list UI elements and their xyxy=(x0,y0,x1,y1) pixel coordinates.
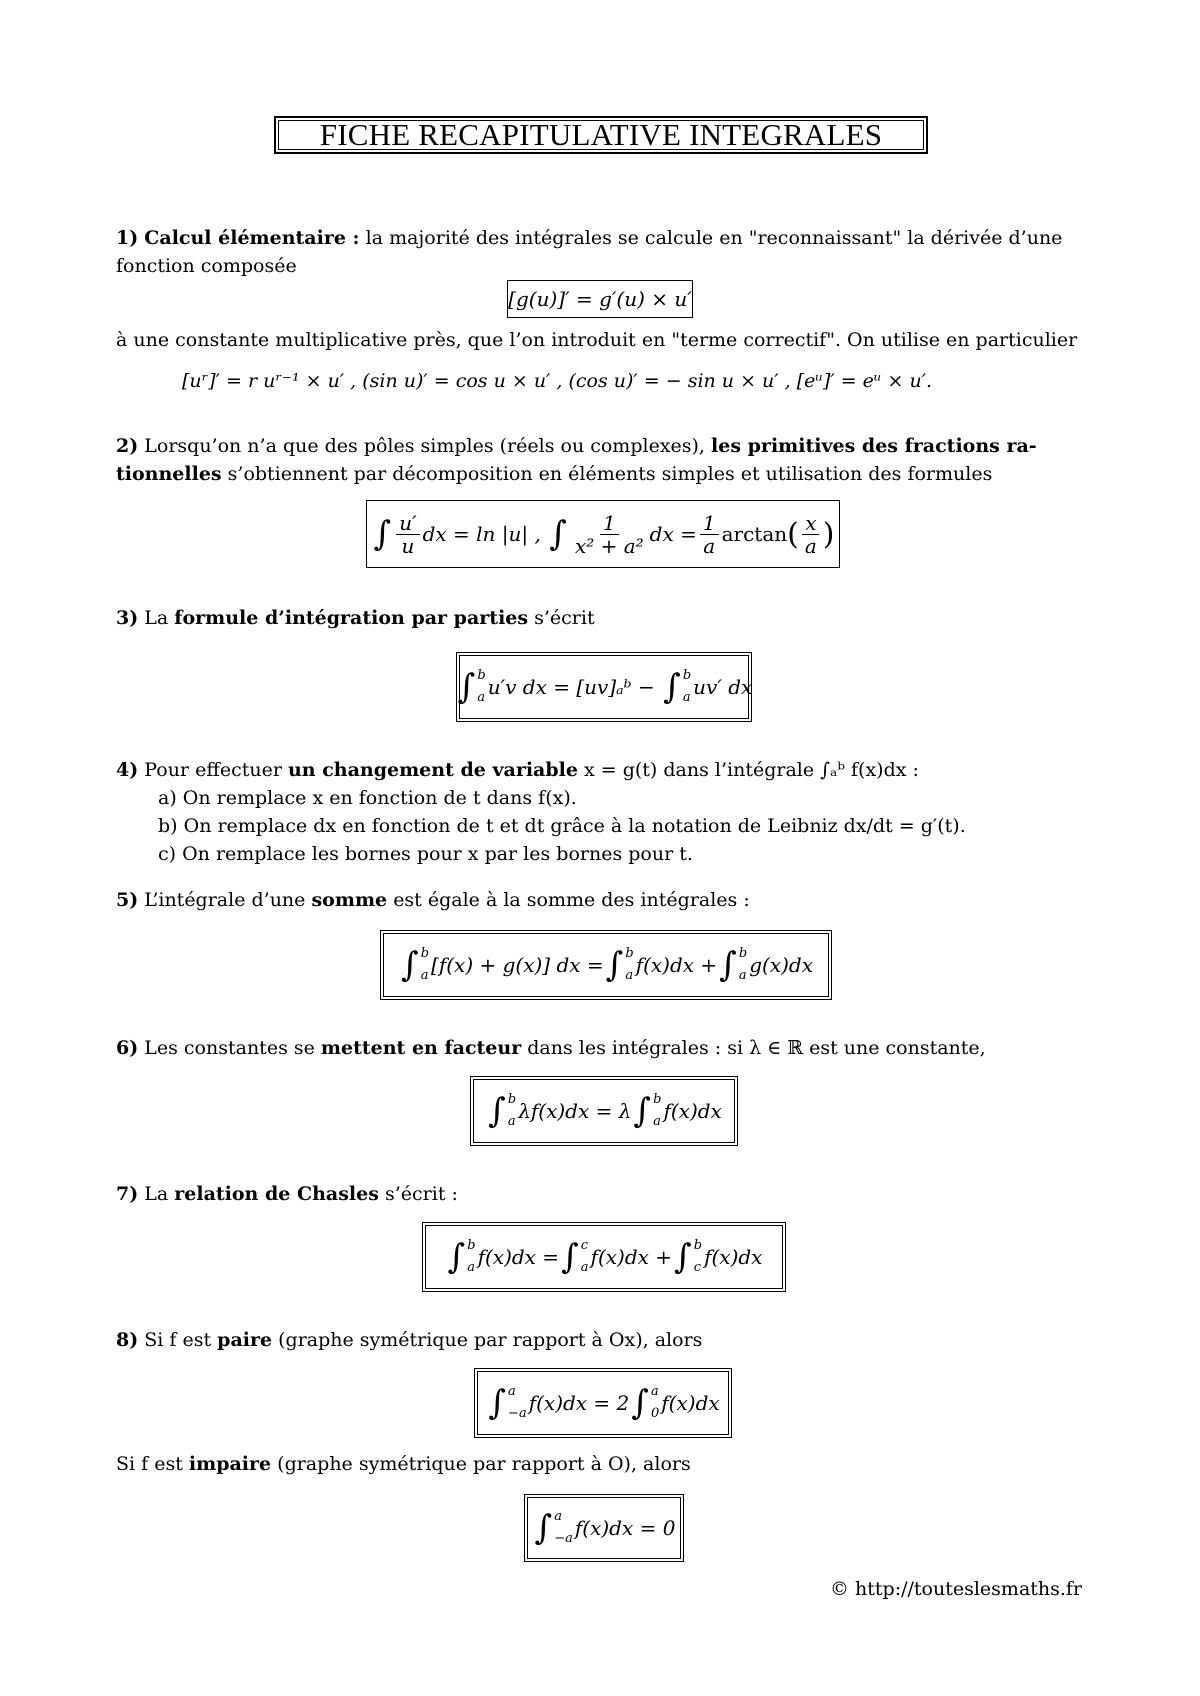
s3-pre: La xyxy=(144,607,169,629)
s2-line1 xyxy=(116,434,1037,458)
s2-arctan: arctan xyxy=(721,522,788,546)
s7-pre: La xyxy=(144,1183,169,1205)
s8-line xyxy=(116,1328,702,1352)
s7-p3: f(x)dx xyxy=(704,1245,763,1269)
integral-sign: ∫ xyxy=(373,514,392,554)
s6-p2: f(x)dx xyxy=(663,1099,722,1123)
s8-num: 8) xyxy=(116,1329,139,1351)
paren-right: ) xyxy=(822,516,835,552)
s3-formula: u′v dx = [uv]ₐᵇ − xyxy=(487,675,655,699)
s8-p1: f(x)dx = 2 xyxy=(528,1391,630,1415)
s8-formula-box2: ∫ a −a f(x)dx = 0 xyxy=(524,1494,684,1562)
s1-line3: à une constante multiplicative près, que l’on introduit en "terme correctif". On utilise en particulier xyxy=(116,329,1078,351)
s4-item-a: a) On remplace x en fonction de t dans f(x). xyxy=(158,787,577,809)
s2-frac3: $\frac{1}{a}$ xyxy=(700,512,719,557)
integral-sign: ∫ xyxy=(549,514,567,554)
s1-formula: [g(u)]′ = g′(u) × u′ xyxy=(508,287,692,311)
title-text: FICHE RECAPITULATIVE INTEGRALES xyxy=(319,117,883,152)
s8-heading: paire xyxy=(217,1329,273,1351)
s2-heading2: tionnelles xyxy=(116,463,222,485)
s5-p2: f(x)dx + xyxy=(635,953,718,977)
s1-heading: Calcul élémentaire : xyxy=(144,227,360,249)
s5-heading: somme xyxy=(311,889,388,911)
s3-formula-box: ∫ b a u′v dx = [uv]ₐᵇ − ∫ b a uv′ dx xyxy=(456,652,752,722)
s2-num: 2) xyxy=(116,435,139,457)
s6-pre: Les constantes se xyxy=(144,1037,315,1059)
s4-item-b: b) On remplace dx en fonction de t et dt grâce à la notation de Leibniz dx/dt = g′(t). xyxy=(158,815,966,837)
s2-f1-rest: dx = ln |u| , xyxy=(422,522,541,546)
s8-pre: Si f est xyxy=(144,1329,212,1351)
s5-num: 5) xyxy=(116,889,139,911)
s6-post: dans les intégrales : si λ ∈ ℝ est une constante, xyxy=(527,1037,986,1059)
s6-p1: λf(x)dx = λ xyxy=(518,1099,632,1123)
s1-line2: fonction composée xyxy=(116,255,297,277)
s8-heading2: impaire xyxy=(188,1453,272,1475)
s5-post: est égale à la somme des intégrales : xyxy=(393,889,750,911)
s2-f2-mid: dx = xyxy=(649,522,697,546)
s3-formula2: uv′ dx xyxy=(693,675,753,699)
s8-pre2: Si f est xyxy=(116,1453,183,1475)
s7-heading: relation de Chasles xyxy=(174,1183,379,1205)
s8-p3: f(x)dx = 0 xyxy=(574,1516,676,1540)
s5-formula-box: ∫ b a [f(x) + g(x)] dx = ∫ b a f(x)dx + ∫ b a g(x)dx xyxy=(380,930,832,1000)
s2-frac2: $\frac{1}{\text{x² + a²}}$ xyxy=(574,510,644,558)
s3-post: s’écrit xyxy=(534,607,595,629)
s2-heading1: les primitives des fractions ra- xyxy=(711,435,1037,457)
s5-pre: L’intégrale d’une xyxy=(144,889,306,911)
s7-post: s’écrit : xyxy=(384,1183,458,1205)
s5-line xyxy=(116,888,750,912)
s4-line xyxy=(116,758,919,782)
s7-formula-box: ∫ b a f(x)dx = ∫ c a f(x)dx + ∫ b c f(x)dx xyxy=(422,1222,786,1292)
paren-left: ( xyxy=(787,516,799,552)
s2-line2 xyxy=(116,462,992,486)
s3-heading: formule d’intégration par parties xyxy=(174,607,529,629)
s6-heading: mettent en facteur xyxy=(320,1037,522,1059)
s6-num: 6) xyxy=(116,1037,139,1059)
s5-p3: g(x)dx xyxy=(749,953,813,977)
s5-p1: [f(x) + g(x)] dx = xyxy=(431,953,604,977)
s6-line xyxy=(116,1036,986,1060)
s2-text2: s’obtiennent par décomposition en éléments simples et utilisation des formules xyxy=(227,463,993,485)
s2-formula-box xyxy=(366,500,840,568)
s7-p1: f(x)dx = xyxy=(477,1245,560,1269)
s4-num: 4) xyxy=(116,759,139,781)
footer-link: © http://touteslesmaths.fr xyxy=(830,1578,1083,1600)
s2-frac4: $\frac{x}{a}$ xyxy=(802,512,820,557)
s8-post2: (graphe symétrique par rapport à O), alors xyxy=(277,1453,691,1475)
s8-line2 xyxy=(116,1452,691,1476)
s1-text1: la majorité des intégrales se calcule en "reconnaissant" la dérivée d’une xyxy=(365,227,1063,249)
s4-heading: un changement de variable xyxy=(287,759,578,781)
s4-post: x = g(t) dans l’intégrale ∫ₐᵇ f(x)dx : xyxy=(584,759,919,781)
s7-num: 7) xyxy=(116,1183,139,1205)
page-title xyxy=(274,116,928,154)
s8-formula-box: ∫ a −a f(x)dx = 2 ∫ a 0 f(x)dx xyxy=(474,1368,732,1438)
s1-formula-box xyxy=(507,280,693,318)
s3-num: 3) xyxy=(116,607,139,629)
s3-line xyxy=(116,606,595,630)
s6-formula-box: ∫ b a λf(x)dx = λ ∫ b a f(x)dx xyxy=(470,1076,738,1146)
s2-frac1: $\frac{u'}{u}$ xyxy=(396,512,419,557)
s4-pre: Pour effectuer xyxy=(144,759,282,781)
s2-text1: Lorsqu’on n’a que des pôles simples (réels ou complexes), xyxy=(144,435,705,457)
s7-p2: f(x)dx + xyxy=(590,1245,673,1269)
s1-num: 1) xyxy=(116,227,139,249)
s8-p2: f(x)dx xyxy=(661,1391,720,1415)
title-inner-border xyxy=(278,120,924,150)
s1-line1 xyxy=(116,226,1062,250)
s7-line xyxy=(116,1182,458,1206)
s8-post: (graphe symétrique par rapport à Ox), alors xyxy=(278,1329,703,1351)
s1-derivative-list: [uʳ]′ = r uʳ⁻¹ × u′ , (sin u)′ = cos u × u′ , (cos u)′ = − sin u × u′ , [eᵘ]′ = eᵘ × u′. xyxy=(182,370,933,392)
s4-item-c: c) On remplace les bornes pour x par les bornes pour t. xyxy=(158,843,693,865)
